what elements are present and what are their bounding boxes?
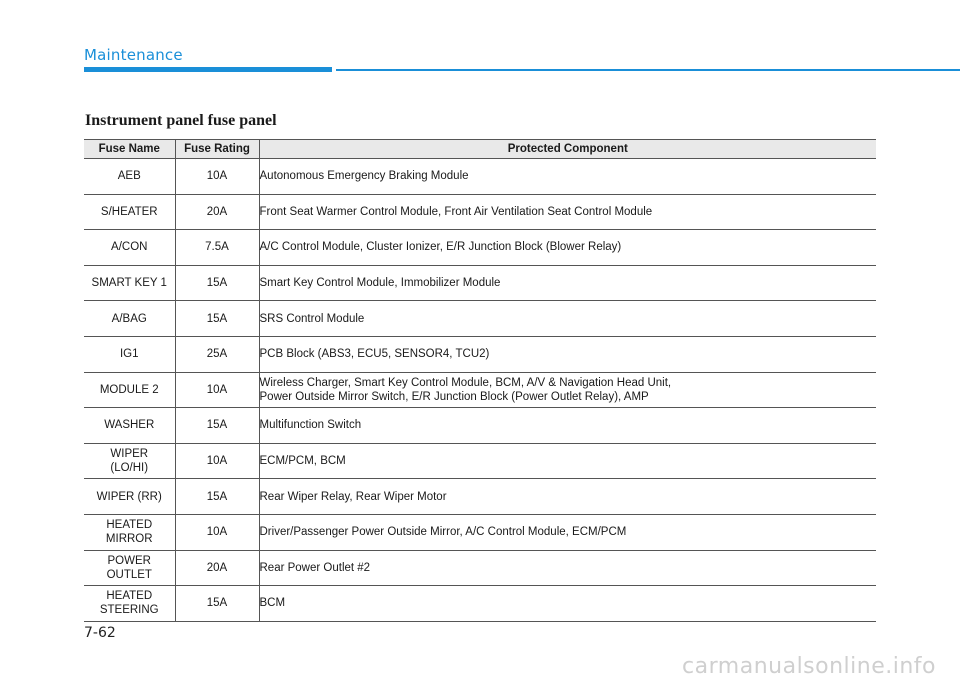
protected-component-cell bbox=[259, 372, 876, 408]
table-row bbox=[84, 301, 876, 337]
table-row bbox=[84, 586, 876, 622]
fuse-rating-cell: 15A bbox=[175, 479, 259, 515]
protected-component-cell bbox=[259, 514, 876, 550]
fuse-name-text: (LO/HI) bbox=[110, 462, 149, 475]
protected-component-cell bbox=[259, 159, 876, 195]
fuse-name-cell bbox=[84, 514, 175, 550]
protected-component-cell bbox=[259, 550, 876, 586]
protected-component-text: Rear Power Outlet #2 bbox=[259, 561, 371, 574]
fuse-name-text: WIPER (RR) bbox=[96, 490, 162, 503]
protected-component-cell bbox=[259, 194, 876, 230]
fuse-table bbox=[84, 139, 876, 622]
fuse-rating-cell: 10A bbox=[175, 514, 259, 550]
fuse-rating-cell: 20A bbox=[175, 550, 259, 586]
fuse-name-text: OUTLET bbox=[106, 568, 152, 581]
header-accent-bar bbox=[84, 67, 332, 72]
fuse-name-cell bbox=[84, 230, 175, 266]
page-number: 7-62 bbox=[84, 625, 116, 641]
fuse-name-text: IG1 bbox=[119, 348, 139, 361]
protected-component-text: Power Outside Mirror Switch, E/R Junction Block (Power Outlet Relay), AMP bbox=[259, 390, 649, 403]
column-header-fuse-rating: Fuse Rating bbox=[175, 140, 259, 159]
fuse-name-text: MODULE 2 bbox=[99, 383, 159, 396]
table-body bbox=[84, 159, 876, 622]
protected-component-text: A/C Control Module, Cluster Ionizer, E/R Junction Block (Blower Relay) bbox=[259, 241, 622, 254]
section-header-title: Maintenance bbox=[84, 46, 183, 64]
protected-component-text: BCM bbox=[259, 597, 286, 610]
fuse-name-cell bbox=[84, 408, 175, 444]
table-row bbox=[84, 194, 876, 230]
table-row bbox=[84, 550, 876, 586]
page-title: Instrument panel fuse panel bbox=[85, 112, 277, 129]
protected-component-cell bbox=[259, 301, 876, 337]
table-row bbox=[84, 230, 876, 266]
fuse-name-text: A/BAG bbox=[111, 312, 147, 325]
protected-component-text: ECM/PCM, BCM bbox=[259, 455, 346, 468]
fuse-rating-cell: 15A bbox=[175, 265, 259, 301]
protected-component-cell bbox=[259, 265, 876, 301]
protected-component-text: Smart Key Control Module, Immobilizer Module bbox=[259, 277, 501, 290]
protected-component-text: PCB Block (ABS3, ECU5, SENSOR4, TCU2) bbox=[259, 348, 490, 361]
fuse-name-cell bbox=[84, 372, 175, 408]
fuse-name-text: A/CON bbox=[111, 241, 148, 254]
protected-component-text: Front Seat Warmer Control Module, Front Air Ventilation Seat Control Module bbox=[259, 205, 653, 218]
fuse-name-cell bbox=[84, 479, 175, 515]
watermark: carmanualsonline.info bbox=[682, 654, 936, 679]
fuse-name-cell bbox=[84, 194, 175, 230]
fuse-name-text: AEB bbox=[117, 170, 141, 183]
fuse-rating-cell: 15A bbox=[175, 408, 259, 444]
table-row bbox=[84, 479, 876, 515]
protected-component-text: Driver/Passenger Power Outside Mirror, A/C Control Module, ECM/PCM bbox=[259, 526, 627, 539]
table-row bbox=[84, 514, 876, 550]
column-header-protected-component: Protected Component bbox=[259, 140, 876, 159]
table-row bbox=[84, 443, 876, 479]
fuse-name-cell bbox=[84, 265, 175, 301]
fuse-name-text: HEATED bbox=[106, 590, 153, 603]
protected-component-cell bbox=[259, 586, 876, 622]
fuse-name-text: S/HEATER bbox=[100, 205, 158, 218]
fuse-rating-cell: 10A bbox=[175, 159, 259, 195]
table-row bbox=[84, 265, 876, 301]
table-row bbox=[84, 372, 876, 408]
protected-component-cell bbox=[259, 479, 876, 515]
fuse-rating-cell: 15A bbox=[175, 301, 259, 337]
fuse-name-cell bbox=[84, 301, 175, 337]
fuse-rating-cell: 10A bbox=[175, 443, 259, 479]
fuse-name-cell bbox=[84, 586, 175, 622]
fuse-name-cell bbox=[84, 550, 175, 586]
protected-component-text: Autonomous Emergency Braking Module bbox=[259, 170, 469, 183]
fuse-rating-cell: 7.5A bbox=[175, 230, 259, 266]
protected-component-text: Rear Wiper Relay, Rear Wiper Motor bbox=[259, 490, 447, 503]
protected-component-text: SRS Control Module bbox=[259, 312, 365, 325]
table-header-row bbox=[84, 140, 876, 159]
fuse-rating-cell: 10A bbox=[175, 372, 259, 408]
protected-component-text: Multifunction Switch bbox=[259, 419, 362, 432]
fuse-rating-cell: 20A bbox=[175, 194, 259, 230]
protected-component-cell bbox=[259, 408, 876, 444]
table-row bbox=[84, 336, 876, 372]
fuse-name-text: SMART KEY 1 bbox=[91, 277, 167, 290]
table-row bbox=[84, 159, 876, 195]
fuse-rating-cell: 15A bbox=[175, 586, 259, 622]
fuse-name-text: WASHER bbox=[104, 419, 155, 432]
fuse-name-cell bbox=[84, 443, 175, 479]
fuse-name-text: WIPER bbox=[110, 448, 149, 461]
protected-component-text: Wireless Charger, Smart Key Control Module, BCM, A/V & Navigation Head Unit, bbox=[259, 376, 672, 389]
protected-component-cell bbox=[259, 336, 876, 372]
fuse-name-text: STEERING bbox=[99, 604, 159, 617]
fuse-name-cell bbox=[84, 336, 175, 372]
fuse-name-text: MIRROR bbox=[105, 533, 153, 546]
protected-component-cell bbox=[259, 443, 876, 479]
fuse-rating-cell: 25A bbox=[175, 336, 259, 372]
table-row bbox=[84, 408, 876, 444]
fuse-name-text: POWER bbox=[107, 554, 151, 567]
fuse-name-text: HEATED bbox=[106, 519, 153, 532]
fuse-name-cell bbox=[84, 159, 175, 195]
header-rule bbox=[336, 69, 960, 71]
column-header-fuse-name: Fuse Name bbox=[84, 140, 175, 159]
protected-component-cell bbox=[259, 230, 876, 266]
